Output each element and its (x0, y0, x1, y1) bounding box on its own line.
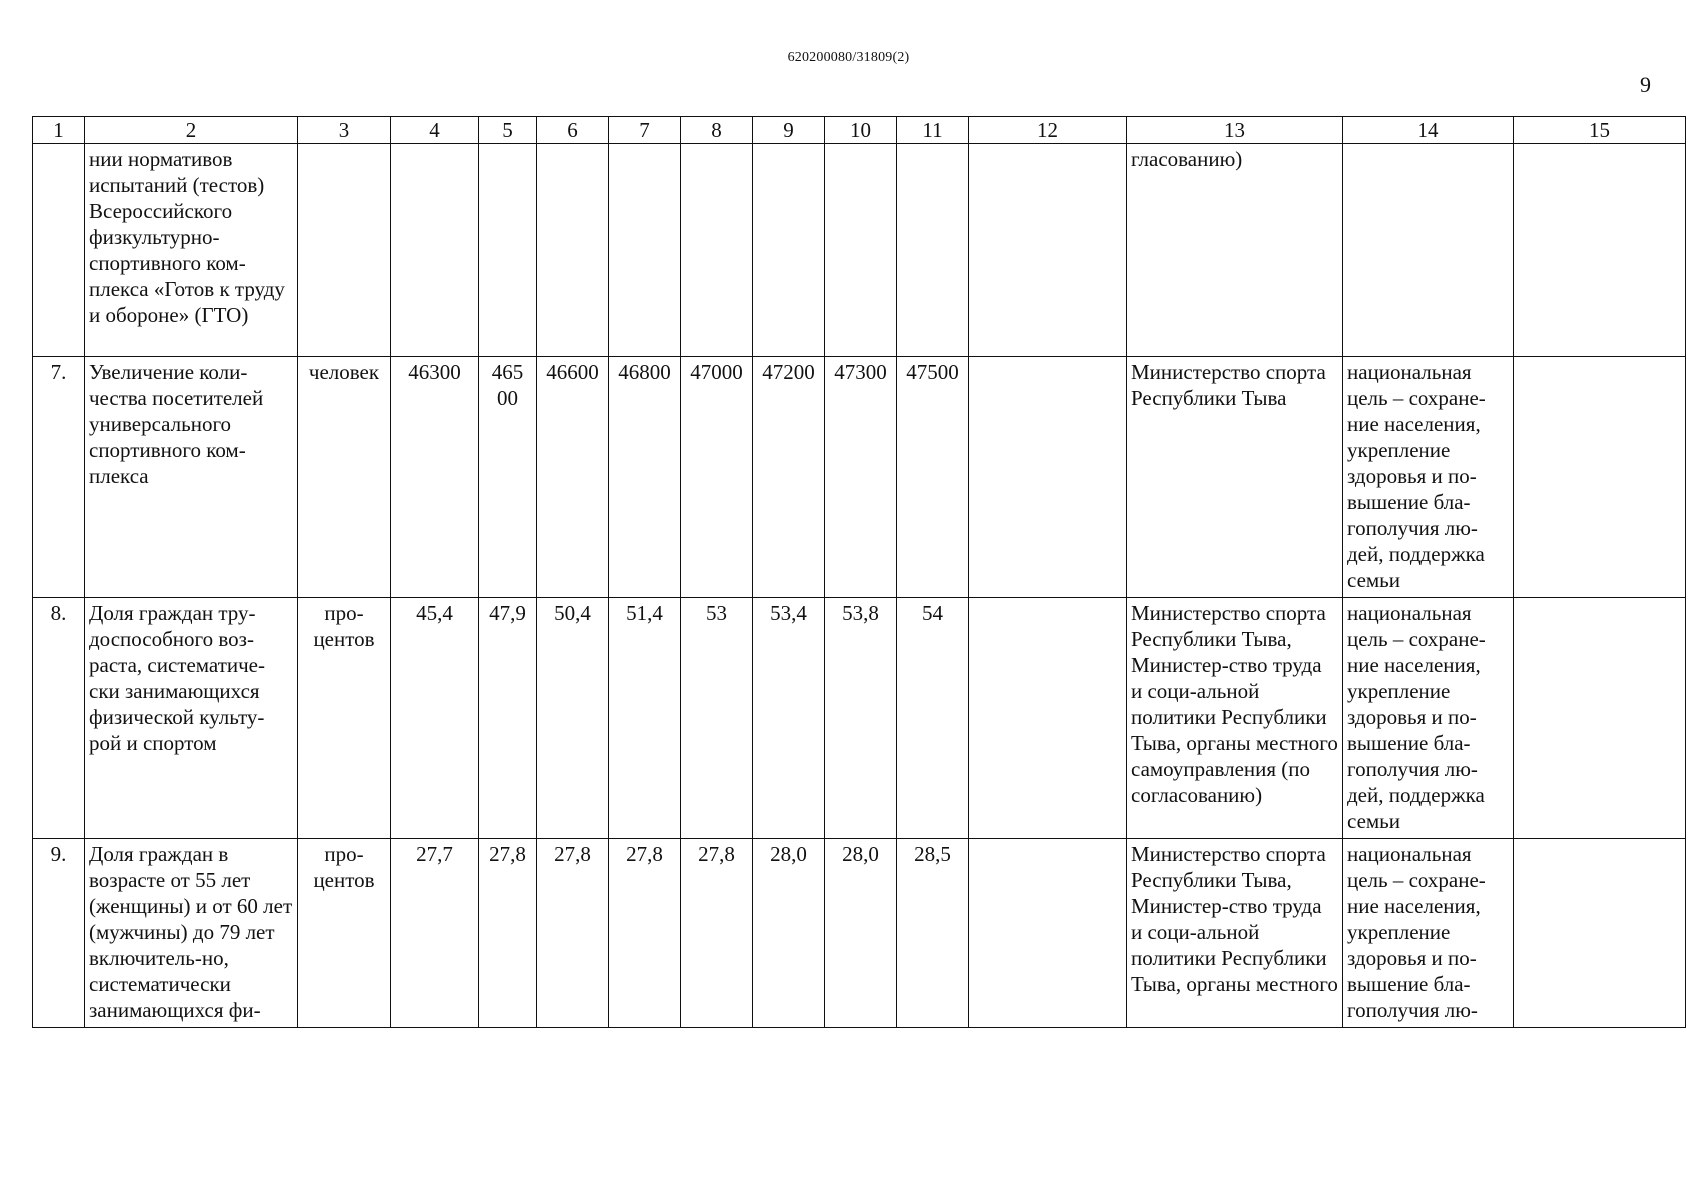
value-cell: 28,0 (825, 839, 897, 1028)
column-12-cell (969, 357, 1127, 598)
indicator-name: Увеличение коли-чества посетителей универсального спортивного ком-плекса (85, 357, 298, 598)
value-cell: 46800 (609, 357, 681, 598)
value-cell: 46300 (391, 357, 479, 598)
column-12-cell (969, 144, 1127, 357)
responsible-body: гласованию) (1127, 144, 1343, 357)
table-row (33, 839, 1686, 1028)
column-number: 10 (825, 117, 897, 144)
value-cell: 53,4 (753, 598, 825, 839)
column-number: 12 (969, 117, 1127, 144)
page-number: 9 (1640, 72, 1651, 97)
row-number (33, 144, 85, 357)
responsible-body: Министерство спорта Республики Тыва, Министер-ство труда и соци-альной политики Республики Тыва, органы местного (1127, 839, 1343, 1028)
column-number: 4 (391, 117, 479, 144)
column-12-cell (969, 598, 1127, 839)
value-cell (753, 144, 825, 357)
column-number: 5 (479, 117, 537, 144)
column-number: 2 (85, 117, 298, 144)
column-number: 1 (33, 117, 85, 144)
indicator-name: нии нормативов испытаний (тестов) Всероссийского физкультурно-спортивного ком-плекса «Готов к труду и обороне» (ГТО) (85, 144, 298, 357)
column-number: 14 (1343, 117, 1514, 144)
responsible-body: Министерство спорта Республики Тыва (1127, 357, 1343, 598)
column-number: 3 (298, 117, 391, 144)
value-cell: 53,8 (825, 598, 897, 839)
table-row (33, 598, 1686, 839)
value-cell: 45,4 (391, 598, 479, 839)
value-cell: 54 (897, 598, 969, 839)
value-cell: 50,4 (537, 598, 609, 839)
value-cell (681, 144, 753, 357)
value-cell: 28,5 (897, 839, 969, 1028)
row-number: 8. (33, 598, 85, 839)
indicators-table (32, 116, 1686, 1028)
value-cell: 27,8 (609, 839, 681, 1028)
column-number-row (33, 117, 1686, 144)
value-cell: 51,4 (609, 598, 681, 839)
national-goal: национальная цель – сохране-ние населения, укрепление здоровья и по-вышение бла-гополучия лю- (1343, 839, 1514, 1028)
document-id: 620200080/31809(2) (787, 50, 910, 65)
value-cell: 47200 (753, 357, 825, 598)
row-number: 9. (33, 839, 85, 1028)
indicator-name: Доля граждан тру-доспособного воз-раста, систематиче-ски занимающихся физической культу-рой и спортом (85, 598, 298, 839)
national-goal: национальная цель – сохране-ние населения, укрепление здоровья и по-вышение бла-гополучия лю-дей, поддержка семьи (1343, 598, 1514, 839)
value-cell (825, 144, 897, 357)
value-cell (537, 144, 609, 357)
value-cell: 27,8 (537, 839, 609, 1028)
column-number: 6 (537, 117, 609, 144)
value-cell (479, 144, 537, 357)
value-cell: 53 (681, 598, 753, 839)
column-number: 9 (753, 117, 825, 144)
unit: человек (298, 357, 391, 598)
value-cell: 47500 (897, 357, 969, 598)
value-cell: 47000 (681, 357, 753, 598)
column-12-cell (969, 839, 1127, 1028)
column-15-cell (1514, 357, 1686, 598)
unit: про-центов (298, 598, 391, 839)
column-number: 8 (681, 117, 753, 144)
unit: про-центов (298, 839, 391, 1028)
responsible-body: Министерство спорта Республики Тыва, Министер-ство труда и соци-альной политики Республики Тыва, органы местного самоуправления (по согласованию) (1127, 598, 1343, 839)
row-number: 7. (33, 357, 85, 598)
value-cell: 27,7 (391, 839, 479, 1028)
value-cell: 27,8 (479, 839, 537, 1028)
national-goal: национальная цель – сохране-ние населения, укрепление здоровья и по-вышение бла-гополучия лю-дей, поддержка семьи (1343, 357, 1514, 598)
column-number: 13 (1127, 117, 1343, 144)
indicator-name: Доля граждан в возрасте от 55 лет (женщины) и от 60 лет (мужчины) до 79 лет включитель-но, систематически занимающихся фи- (85, 839, 298, 1028)
table-row (33, 144, 1686, 357)
unit (298, 144, 391, 357)
value-cell: 28,0 (753, 839, 825, 1028)
value-cell (391, 144, 479, 357)
value-cell (897, 144, 969, 357)
value-cell: 465 00 (479, 357, 537, 598)
national-goal (1343, 144, 1514, 357)
column-15-cell (1514, 839, 1686, 1028)
column-15-cell (1514, 598, 1686, 839)
column-number: 15 (1514, 117, 1686, 144)
column-number: 7 (609, 117, 681, 144)
column-15-cell (1514, 144, 1686, 357)
value-cell: 47,9 (479, 598, 537, 839)
value-cell: 46600 (537, 357, 609, 598)
table-row (33, 357, 1686, 598)
column-number: 11 (897, 117, 969, 144)
value-cell: 47300 (825, 357, 897, 598)
value-cell: 27,8 (681, 839, 753, 1028)
value-cell (609, 144, 681, 357)
